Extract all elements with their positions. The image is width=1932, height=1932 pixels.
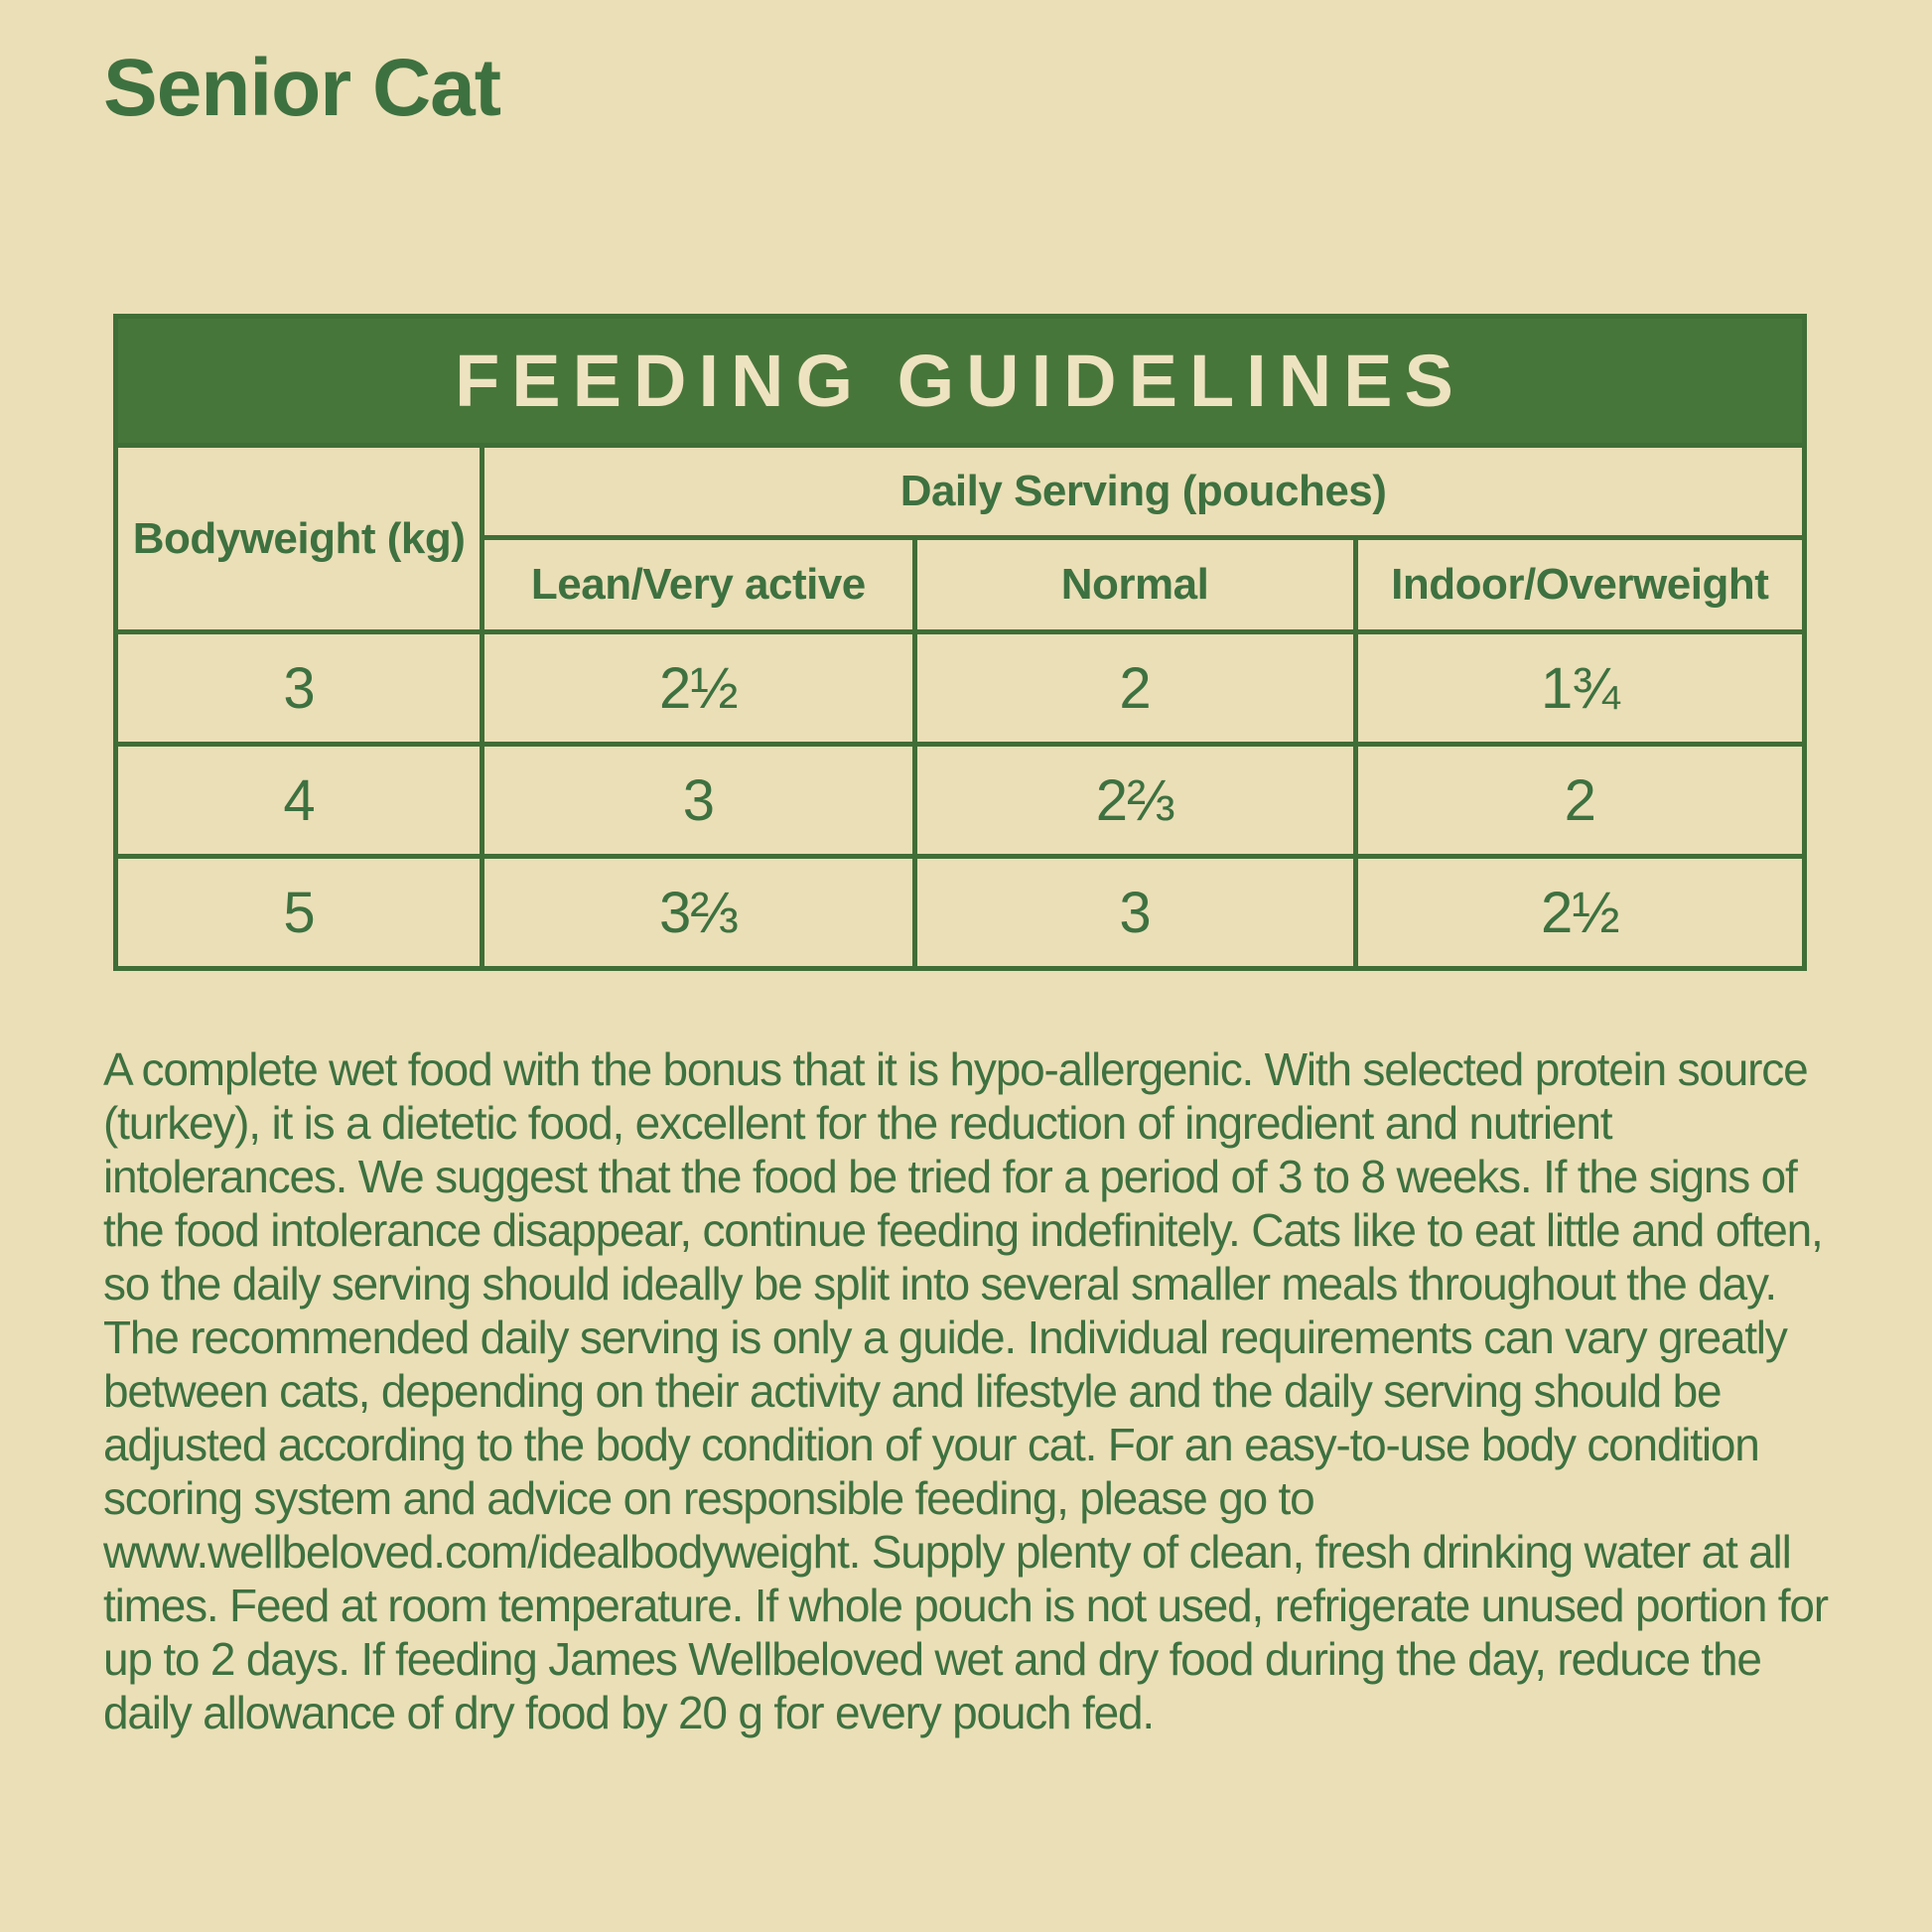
table-row xyxy=(116,857,1805,969)
serving-normal-value: 2⅔ xyxy=(914,745,1355,857)
serving-indoor-value: 2½ xyxy=(1355,857,1804,969)
table-row xyxy=(116,632,1805,745)
serving-lean-value: 2½ xyxy=(483,632,914,745)
serving-indoor-value: 1¾ xyxy=(1355,632,1804,745)
col-header-lean-very-active: Lean/Very active xyxy=(483,538,914,632)
table-title: FEEDING GUIDELINES xyxy=(116,317,1805,446)
table-header-row-1 xyxy=(116,446,1805,538)
col-header-bodyweight: Bodyweight (kg) xyxy=(116,446,483,632)
bodyweight-value: 3 xyxy=(116,632,483,745)
feeding-description: A complete wet food with the bonus that it is hypo-allergenic. With selected protein source (turkey), it is a dietetic food, excellent for the reduction of ingredient and nutrient intolerances. We suggest that the food be tried for a period of 3 to 8 weeks. If the signs of the food intolerance disappear, continue feeding indefinitely. Cats like to eat little and often, so the daily serving should ideally be split into several smaller meals throughout the day. The recommended daily serving is only a guide. Individual requirements can vary greatly between cats, depending on their activity and lifestyle and the daily serving should be adjusted according to the body condition of your cat. For an easy-to-use body condition scoring system and advice on responsible feeding, please go to www.wellbeloved.com/idealbodyweight. Supply plenty of clean, fresh drinking water at all times. Feed at room temperature. If whole pouch is not used, refrigerate unused portion for up to 2 days. If feeding James Wellbeloved wet and dry food during the day, reduce the daily allowance of dry food by 20 g for every pouch fed. xyxy=(103,1043,1828,1738)
col-header-daily-serving: Daily Serving (pouches) xyxy=(483,446,1805,538)
feeding-guidelines-table xyxy=(113,314,1807,971)
serving-lean-value: 3 xyxy=(483,745,914,857)
col-header-normal: Normal xyxy=(914,538,1355,632)
table-banner-row xyxy=(116,317,1805,446)
serving-indoor-value: 2 xyxy=(1355,745,1804,857)
col-header-indoor-overweight: Indoor/Overweight xyxy=(1355,538,1804,632)
serving-normal-value: 3 xyxy=(914,857,1355,969)
bodyweight-value: 5 xyxy=(116,857,483,969)
page-title: Senior Cat xyxy=(103,43,501,133)
bodyweight-value: 4 xyxy=(116,745,483,857)
serving-lean-value: 3⅔ xyxy=(483,857,914,969)
serving-normal-value: 2 xyxy=(914,632,1355,745)
table-row xyxy=(116,745,1805,857)
